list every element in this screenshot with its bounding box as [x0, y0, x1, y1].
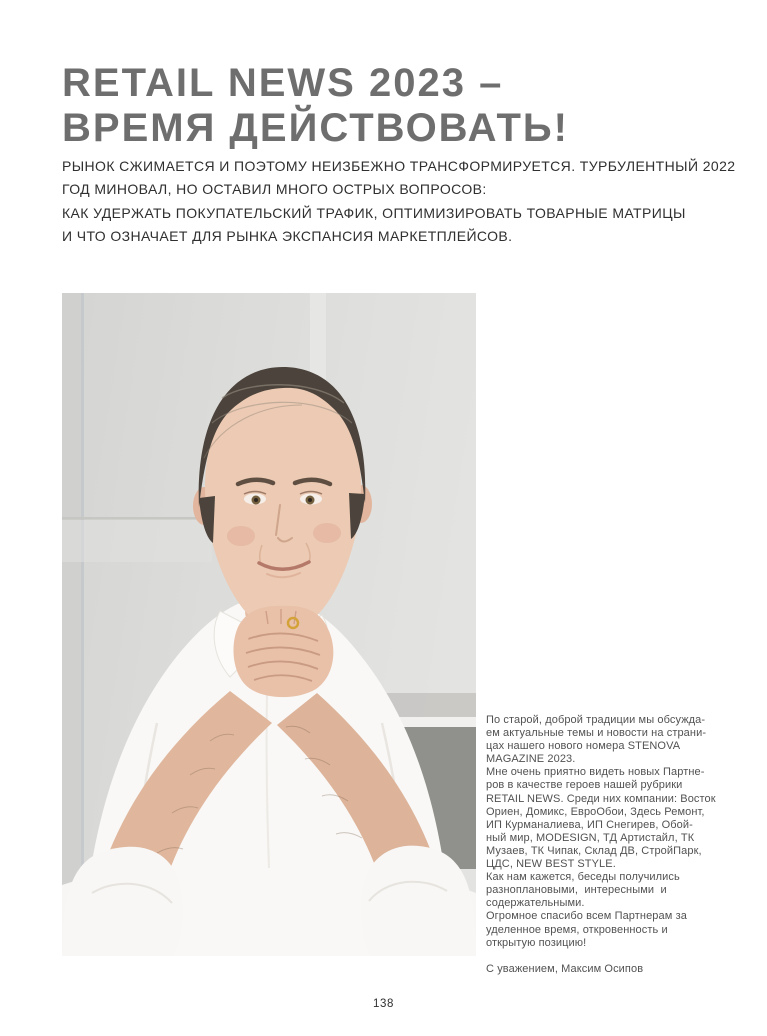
article-line: ров в качестве героев нашей рубрики: [486, 779, 683, 792]
page-title: [62, 61, 569, 151]
editor-letter: [486, 714, 736, 976]
article-line: открытую позицию!: [486, 936, 587, 949]
article-line: уделенное время, откровенность и: [486, 923, 668, 936]
article-line: цах нашего нового номера STENOVA: [486, 740, 681, 753]
article-line: MAGAZINE 2023.: [486, 753, 576, 766]
article-line: По старой, доброй традиции мы обсужда-: [486, 714, 706, 726]
article-line: Музаев, ТК Чипак, Склад ДВ, СтройПарк,: [486, 844, 702, 857]
intro-line: И ЧТО ОЗНАЧАЕТ ДЛЯ РЫНКА ЭКСПАНСИЯ МАРКЕТПЛЕЙСОВ.: [62, 228, 513, 245]
portrait-illustration: [62, 293, 476, 956]
article-line: ИП Курманалиева, ИП Снегирев, Обой-: [486, 818, 693, 831]
clasped-hands: [233, 606, 333, 697]
page-number: 138: [373, 998, 394, 1010]
signature: С уважением, Максим Осипов: [486, 962, 644, 975]
title-line-1: RETAIL NEWS 2023 –: [62, 60, 504, 105]
article-line: Огромное спасибо всем Партнерам за: [486, 910, 687, 923]
title-line-2: ВРЕМЯ ДЕЙСТВОВАТЬ!: [62, 105, 569, 150]
intro-line: ГОД МИНОВАЛ, НО ОСТАВИЛ МНОГО ОСТРЫХ ВОПРОСОВ:: [62, 181, 487, 198]
portrait-photo: [62, 293, 476, 956]
article-line: RETAIL NEWS. Среди них компании: Восток: [486, 792, 716, 805]
article-line: Мне очень приятно видеть новых Партне-: [486, 766, 705, 779]
article-line: ный мир, MODESIGN, ТД Артистайл, ТК: [486, 831, 695, 844]
article-line: ЦДС, NEW BEST STYLE.: [486, 858, 616, 871]
intro-line: КАК УДЕРЖАТЬ ПОКУПАТЕЛЬСКИЙ ТРАФИК, ОПТИМИЗИРОВАТЬ ТОВАРНЫЕ МАТРИЦЫ: [62, 204, 686, 221]
article-line: содержательными.: [486, 897, 585, 910]
article-line: Как нам кажется, беседы получились: [486, 871, 680, 884]
article-line: Ориен, Домикс, ЕвроОбои, Здесь Ремонт,: [486, 805, 705, 818]
intro-paragraph: [62, 155, 757, 249]
article-line: разноплановыми, интересными и: [486, 884, 667, 897]
article-line: ем актуальные темы и новости на страни-: [486, 727, 707, 740]
intro-line: РЫНОК СЖИМАЕТСЯ И ПОЭТОМУ НЕИЗБЕЖНО ТРАНСФОРМИРУЕТСЯ. ТУРБУЛЕНТНЫЙ 2022: [62, 158, 736, 174]
